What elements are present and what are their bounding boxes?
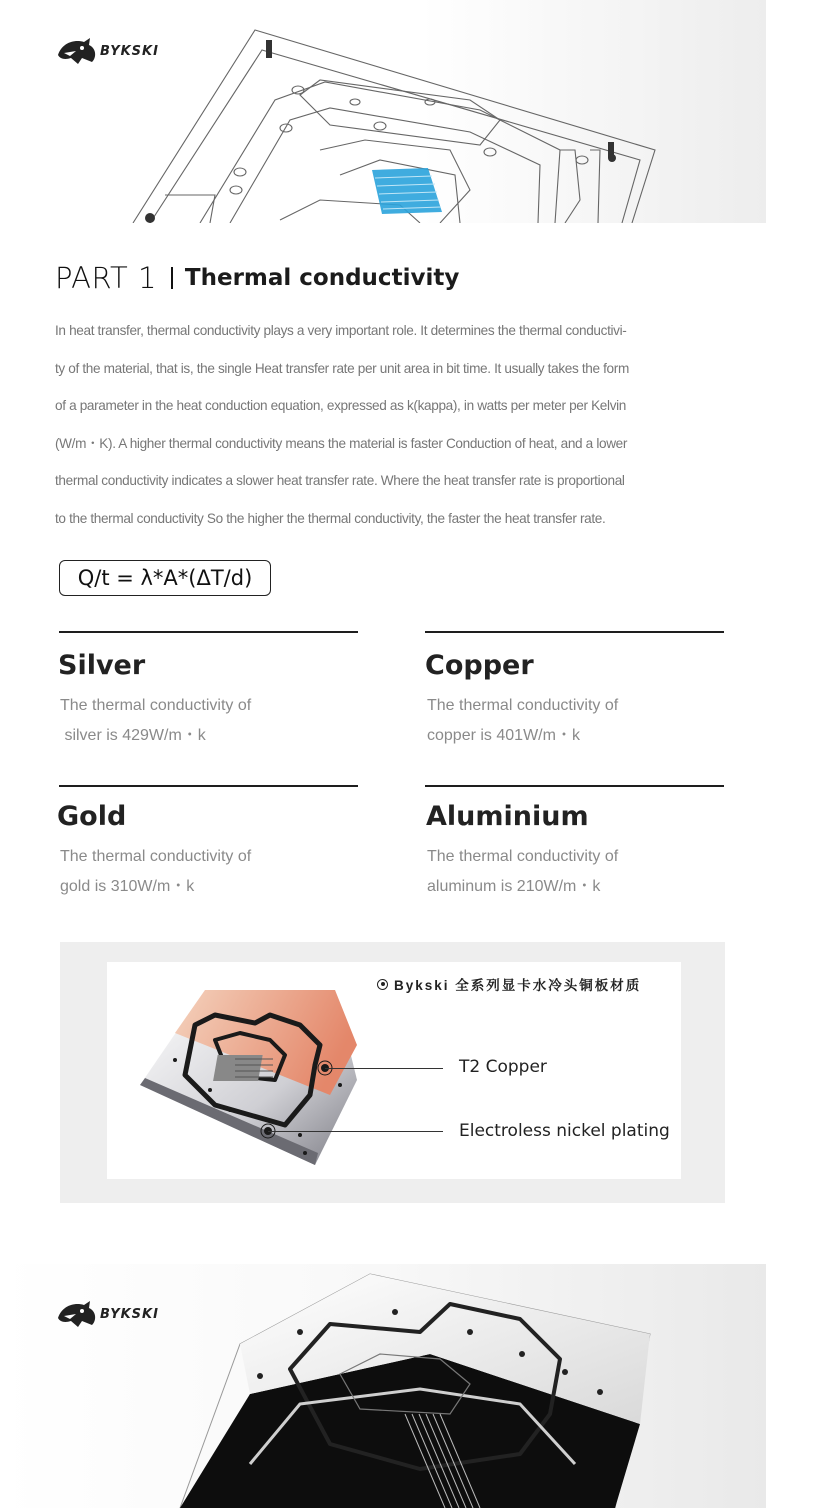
- material-desc-line: The thermal conductivity of: [60, 697, 252, 714]
- material-name-gold: Gold: [57, 801, 127, 832]
- material-desc-aluminium: [427, 842, 687, 902]
- brand-logo: [56, 37, 159, 65]
- plate-card-title-text: Bykski 全系列显卡水冷头铜板材质: [394, 978, 642, 993]
- gold-divider: [59, 785, 358, 787]
- copper-divider: [425, 631, 724, 633]
- intro-line: to the thermal conductivity So the higher the thermal conductivity, the faster the heat transfer rate.: [55, 510, 606, 526]
- bullet-target-icon: [377, 979, 388, 990]
- callout-t2-copper: T2 Copper: [459, 1057, 547, 1077]
- leader-line-copper: [325, 1068, 443, 1069]
- copper-plate-illustration: [135, 985, 360, 1170]
- part-number: PART 1: [55, 261, 157, 295]
- transparent-block-illustration: [0, 0, 766, 223]
- material-desc-line: The thermal conductivity of: [427, 697, 619, 714]
- material-desc-line: aluminum is 210W/m・k: [427, 878, 601, 895]
- material-name-silver: Silver: [58, 650, 146, 681]
- intro-line: (W/m・K). A higher thermal conductivity means the material is faster Conduction of heat, and a lower: [55, 435, 628, 451]
- hero-product-image: [0, 0, 766, 223]
- material-desc-line: gold is 310W/m・k: [60, 878, 195, 895]
- material-desc-line: silver is 429W/m・k: [60, 727, 206, 744]
- callout-nickel-plating: Electroless nickel plating: [459, 1121, 670, 1141]
- material-desc-gold: [60, 842, 320, 902]
- section-heading: [55, 256, 655, 300]
- material-name-aluminium: Aluminium: [426, 801, 589, 832]
- brand-logo-2: [56, 1300, 159, 1328]
- material-desc-silver: [60, 691, 320, 751]
- intro-line: of a parameter in the heat conduction equation, expressed as k(kappa), in watts per meter per Kelvin: [55, 398, 627, 414]
- logo-wordmark: BYKSKI: [100, 1306, 159, 1322]
- plate-card-title: [377, 974, 641, 994]
- intro-line: thermal conductivity indicates a slower heat transfer rate. Where the heat transfer rate is proportional: [55, 473, 625, 489]
- material-desc-copper: [427, 691, 687, 751]
- dragon-logo-icon: [56, 37, 98, 65]
- intro-line: ty of the material, that is, the single Heat transfer rate per unit area in bit time. It usually takes the form: [55, 360, 629, 376]
- material-name-copper: Copper: [425, 650, 534, 681]
- leader-line-nickel: [268, 1131, 443, 1132]
- dragon-logo-icon: [56, 1300, 98, 1328]
- material-desc-line: The thermal conductivity of: [427, 848, 619, 865]
- aluminium-divider: [425, 785, 724, 787]
- intro-line: In heat transfer, thermal conductivity plays a very important role. It determines the thermal conductivi-: [55, 323, 627, 338]
- formula-box: Q/t = λ*A*(ΔT/d): [59, 560, 271, 596]
- logo-wordmark: BYKSKI: [100, 43, 159, 59]
- material-desc-line: The thermal conductivity of: [60, 848, 252, 865]
- part-title: Thermal conductivity: [184, 265, 460, 291]
- intro-paragraph: [55, 312, 731, 538]
- material-desc-line: copper is 401W/m・k: [427, 727, 580, 744]
- heading-divider: [171, 267, 173, 289]
- silver-divider: [59, 631, 358, 633]
